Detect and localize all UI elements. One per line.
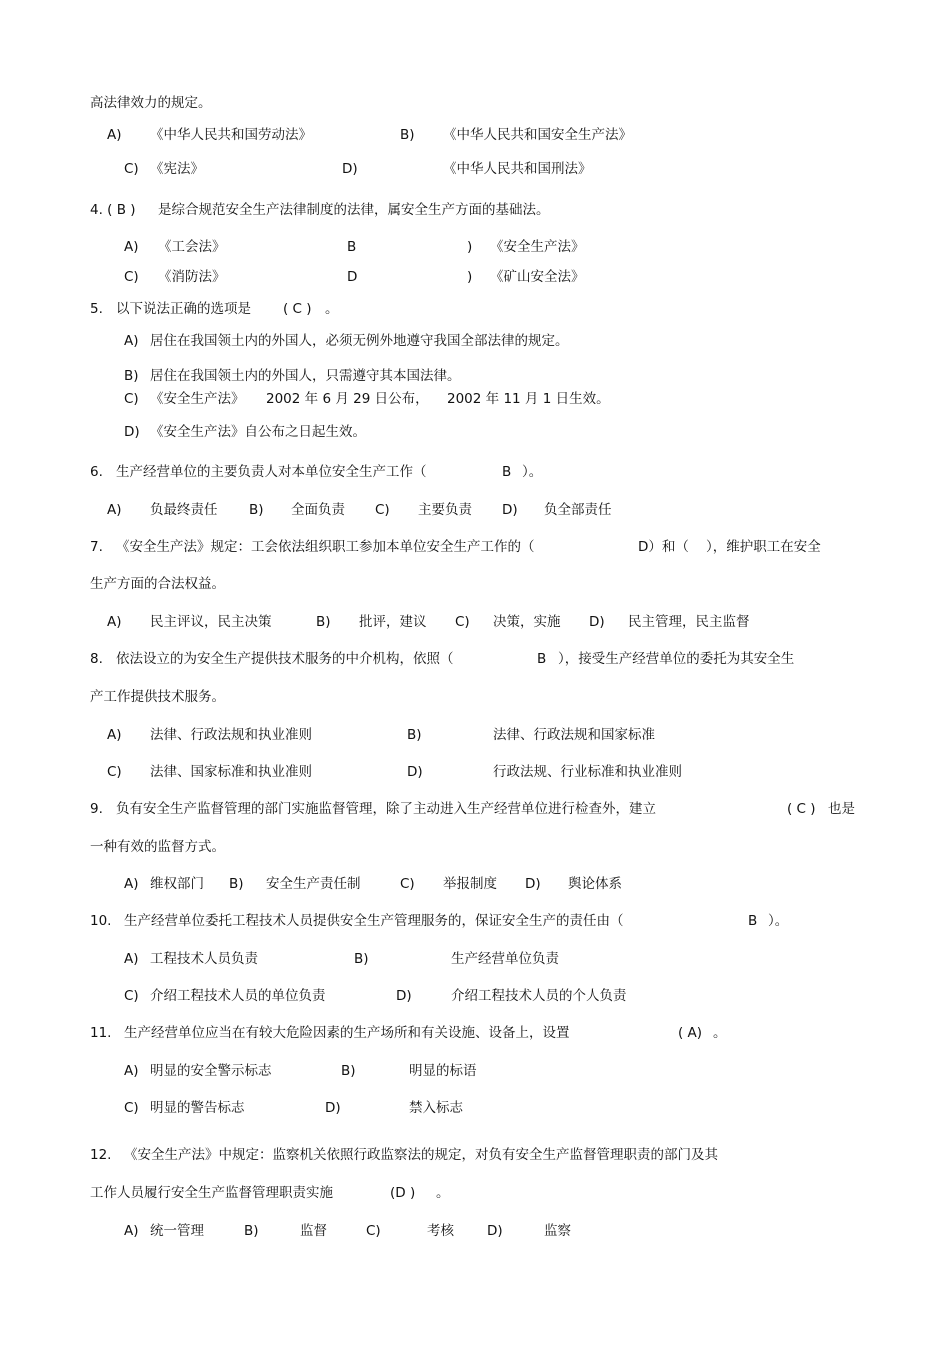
option-text: 《宪法》 <box>150 161 204 177</box>
option-label: D) <box>525 876 541 892</box>
option-label: D) <box>342 161 358 177</box>
option-label: ) <box>467 269 473 285</box>
option-text: 2002 年 11 月 1 日生效。 <box>447 391 610 407</box>
option-label: B <box>347 239 357 255</box>
answer: ( C ) <box>283 301 312 317</box>
question-text: 也是 <box>828 801 855 817</box>
option-text: 民主评议，民主决策 <box>150 614 272 630</box>
question-text: ）。 <box>768 913 789 929</box>
option-label: D) <box>396 988 412 1004</box>
question-number: 12. <box>90 1147 112 1163</box>
answer: ( A) <box>678 1025 703 1041</box>
option-text: 2002 年 6 月 29 日公布， <box>266 391 429 407</box>
question-text: 《安全生产法》规定：工会依法组织职工参加本单位安全生产工作的（ <box>116 539 535 555</box>
question-text: 。 <box>436 1185 450 1201</box>
option-label: A) <box>107 614 122 630</box>
option-text: 行政法规、行业标准和执业准则 <box>493 764 682 780</box>
question-text: 。 <box>325 301 339 317</box>
question-text: ）。 <box>522 464 543 480</box>
question-text: 。 <box>713 1025 727 1041</box>
option-label: C) <box>124 988 139 1004</box>
question-number: 5. <box>90 301 103 317</box>
text-line: 一种有效的监督方式。 <box>90 839 225 855</box>
option-text: 明显的警告标志 <box>150 1100 245 1116</box>
option-text: 《消防法》 <box>158 269 226 285</box>
option-text: 介绍工程技术人员的单位负责 <box>150 988 326 1004</box>
option-text: 监察 <box>544 1223 571 1239</box>
option-label: A) <box>124 333 139 349</box>
question-text: 以下说法正确的选项是 <box>116 301 251 317</box>
option-text: 居住在我国领土内的外国人，只需遵守其本国法律。 <box>150 368 461 384</box>
answer: B <box>502 464 512 480</box>
option-text: 介绍工程技术人员的个人负责 <box>451 988 627 1004</box>
option-label: B) <box>249 502 264 518</box>
option-label: B) <box>229 876 244 892</box>
option-label: A) <box>107 127 122 143</box>
option-text: 舆论体系 <box>568 876 622 892</box>
option-label: A) <box>124 1063 139 1079</box>
question-number: 7. <box>90 539 103 555</box>
answer: (D ) <box>390 1185 416 1201</box>
option-text: 法律、行政法规和国家标准 <box>493 727 655 743</box>
option-label: D <box>347 269 358 285</box>
option-text: 工程技术人员负责 <box>150 951 258 967</box>
option-text: 《安全生产法》 <box>150 391 245 407</box>
answer: B <box>537 651 547 667</box>
option-label: D) <box>325 1100 341 1116</box>
option-label: A) <box>124 1223 139 1239</box>
option-text: 决策，实施 <box>493 614 561 630</box>
option-label: C) <box>375 502 390 518</box>
question-text: ），接受生产经营单位的委托为其安全生 <box>558 651 795 667</box>
option-label: C) <box>124 391 139 407</box>
option-text: 维权部门 <box>150 876 204 892</box>
option-label: A) <box>124 239 139 255</box>
option-text: 法律、行政法规和执业准则 <box>150 727 312 743</box>
option-label: C) <box>107 764 122 780</box>
option-text: 负全部责任 <box>544 502 612 518</box>
option-label: D) <box>487 1223 503 1239</box>
option-text: 监督 <box>300 1223 327 1239</box>
question-text: ），维护职工在安全 <box>706 539 821 555</box>
option-label: B) <box>124 368 139 384</box>
answer: ( C ) <box>787 801 816 817</box>
option-label: C) <box>124 269 139 285</box>
option-label: B) <box>407 727 422 743</box>
question-number: 6. <box>90 464 103 480</box>
option-label: A) <box>124 951 139 967</box>
option-label: C) <box>124 161 139 177</box>
option-label: B) <box>244 1223 259 1239</box>
option-text: 全面负责 <box>291 502 345 518</box>
option-text: 禁入标志 <box>409 1100 463 1116</box>
option-label: C) <box>400 876 415 892</box>
option-label: A) <box>124 876 139 892</box>
text-line: 生产方面的合法权益。 <box>90 576 225 592</box>
option-text: 居住在我国领土内的外国人，必须无例外地遵守我国全部法律的规定。 <box>150 333 569 349</box>
answer: B <box>748 913 758 929</box>
option-text: 《中华人民共和国劳动法》 <box>150 127 312 143</box>
option-label: B) <box>354 951 369 967</box>
option-text: 《矿山安全法》 <box>490 269 585 285</box>
option-text: 《安全生产法》 <box>490 239 585 255</box>
option-text: 考核 <box>427 1223 454 1239</box>
option-text: 批评，建议 <box>359 614 427 630</box>
option-text: 安全生产责任制 <box>266 876 361 892</box>
text-line: 高法律效力的规定。 <box>90 95 212 111</box>
question-text: 生产经营单位委托工程技术人员提供安全生产管理服务的，保证安全生产的责任由（ <box>124 913 624 929</box>
option-label: B) <box>400 127 415 143</box>
question-number: 4. ( B ) <box>90 202 136 218</box>
option-label: A) <box>107 727 122 743</box>
option-text: 明显的标语 <box>409 1063 477 1079</box>
question-number: 8. <box>90 651 103 667</box>
option-label: B) <box>316 614 331 630</box>
option-text: 民主管理，民主监督 <box>628 614 750 630</box>
option-text: 《工会法》 <box>158 239 226 255</box>
option-label: A) <box>107 502 122 518</box>
option-text: 举报制度 <box>443 876 497 892</box>
text-line: 产工作提供技术服务。 <box>90 689 225 705</box>
option-text: 《安全生产法》自公布之日起生效。 <box>150 424 366 440</box>
option-label: D) <box>589 614 605 630</box>
option-label: C) <box>455 614 470 630</box>
question-number: 10. <box>90 913 112 929</box>
option-label: D) <box>502 502 518 518</box>
text-line: 工作人员履行安全生产监督管理职责实施 <box>90 1185 333 1201</box>
option-text: 主要负责 <box>418 502 472 518</box>
question-text: 负有安全生产监督管理的部门实施监督管理，除了主动进入生产经营单位进行检查外，建立 <box>116 801 656 817</box>
answer: D）和（ <box>638 539 689 555</box>
option-text: 《中华人民共和国安全生产法》 <box>443 127 632 143</box>
question-text: 生产经营单位应当在有较大危险因素的生产场所和有关设施、设备上，设置 <box>124 1025 570 1041</box>
option-label: ) <box>467 239 473 255</box>
option-label: B) <box>341 1063 356 1079</box>
option-text: 《中华人民共和国刑法》 <box>443 161 592 177</box>
question-number: 11. <box>90 1025 112 1041</box>
option-text: 负最终责任 <box>150 502 218 518</box>
question-text: 生产经营单位的主要负责人对本单位安全生产工作（ <box>116 464 427 480</box>
option-label: D) <box>407 764 423 780</box>
question-number: 9. <box>90 801 103 817</box>
question-text: 《安全生产法》中规定：监察机关依照行政监察法的规定，对负有安全生产监督管理职责的部门及其 <box>124 1147 718 1163</box>
option-label: C) <box>124 1100 139 1116</box>
option-text: 明显的安全警示标志 <box>150 1063 272 1079</box>
option-text: 生产经营单位负责 <box>451 951 559 967</box>
question-text: 是综合规范安全生产法律制度的法律，属安全生产方面的基础法。 <box>158 202 550 218</box>
question-text: 依法设立的为安全生产提供技术服务的中介机构，依照（ <box>116 651 454 667</box>
option-label: C) <box>366 1223 381 1239</box>
option-text: 统一管理 <box>150 1223 204 1239</box>
option-label: D) <box>124 424 140 440</box>
option-text: 法律、国家标准和执业准则 <box>150 764 312 780</box>
